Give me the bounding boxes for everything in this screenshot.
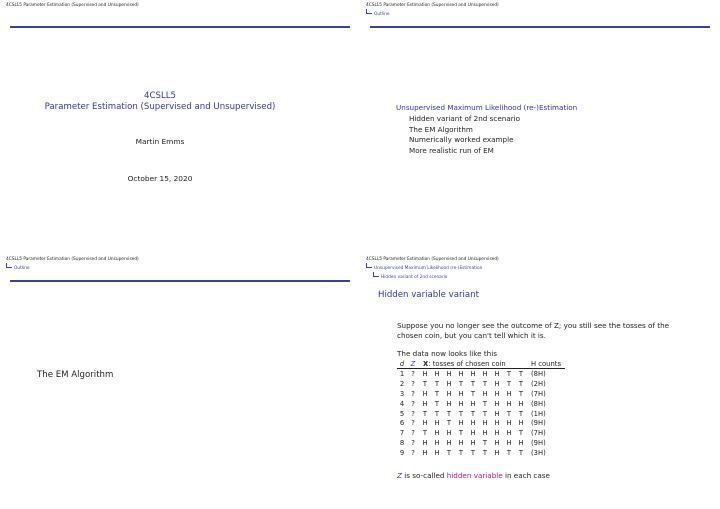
toss-cell: T bbox=[434, 389, 440, 398]
toss-cell: H bbox=[434, 419, 440, 428]
col-h-counts: H counts bbox=[531, 359, 561, 368]
toss-cell: H bbox=[434, 369, 440, 378]
col-x: X: tosses of chosen coin bbox=[423, 359, 506, 368]
header-bar bbox=[10, 280, 350, 282]
toss-cell: H bbox=[434, 429, 440, 438]
row-index: 2 bbox=[399, 379, 405, 388]
toss-cell: H bbox=[422, 449, 428, 458]
slide-section bbox=[0, 254, 360, 508]
toss-cell: T bbox=[506, 379, 512, 388]
toss-cell: H bbox=[482, 429, 488, 438]
outline-subsection[interactable]: More realistic run of EM bbox=[409, 146, 494, 156]
toss-cell: H bbox=[470, 429, 476, 438]
toss-cell: H bbox=[506, 389, 512, 398]
header-title: 4CSLL5 Parameter Estimation (Supervised and Unsupervised) bbox=[366, 3, 499, 8]
table-row bbox=[397, 418, 565, 428]
slide-header bbox=[6, 3, 139, 9]
toss-cell: T bbox=[422, 379, 428, 388]
toss-cell: H bbox=[518, 399, 524, 408]
toss-cell: T bbox=[506, 449, 512, 458]
toss-cell: H bbox=[458, 439, 464, 448]
tree-corner-icon bbox=[366, 263, 372, 268]
toss-cell: T bbox=[518, 429, 524, 438]
toss-cell: H bbox=[494, 399, 500, 408]
toss-cell: T bbox=[458, 379, 464, 388]
row-index: 4 bbox=[399, 399, 405, 408]
table-row bbox=[397, 379, 565, 389]
toss-cell: H bbox=[494, 449, 500, 458]
section-heading: The EM Algorithm bbox=[37, 370, 114, 380]
toss-cell: H bbox=[506, 399, 512, 408]
toss-cell: H bbox=[518, 419, 524, 428]
row-z: ? bbox=[411, 419, 415, 428]
toss-cell: H bbox=[470, 439, 476, 448]
toss-cell: H bbox=[506, 429, 512, 438]
table-row bbox=[397, 399, 565, 409]
row-h-count: (9H) bbox=[531, 419, 546, 428]
slide-outline bbox=[360, 0, 720, 254]
toss-cell: T bbox=[422, 429, 428, 438]
toss-cell: T bbox=[482, 439, 488, 448]
table-row bbox=[397, 409, 565, 419]
footer-note: Z is so-called hidden variable in each case bbox=[397, 471, 550, 480]
toss-cell: T bbox=[518, 449, 524, 458]
table-row bbox=[397, 428, 565, 438]
toss-cell: H bbox=[458, 399, 464, 408]
toss-cell: T bbox=[470, 409, 476, 418]
coin-toss-table bbox=[397, 359, 565, 458]
toss-cell: H bbox=[494, 379, 500, 388]
breadcrumb-section[interactable]: Unsupervised Maximum Likelihood (re-)Estimation bbox=[366, 263, 499, 272]
row-z: ? bbox=[411, 399, 415, 408]
toss-cell: H bbox=[422, 369, 428, 378]
toss-cell: T bbox=[458, 449, 464, 458]
toss-cell: T bbox=[446, 419, 452, 428]
row-index: 9 bbox=[399, 449, 405, 458]
toss-cell: H bbox=[458, 419, 464, 428]
row-z: ? bbox=[411, 429, 415, 438]
toss-cell: H bbox=[470, 399, 476, 408]
row-h-count: (8H) bbox=[531, 369, 546, 378]
toss-cell: H bbox=[446, 439, 452, 448]
toss-cell: T bbox=[482, 379, 488, 388]
toss-cell: H bbox=[506, 439, 512, 448]
toss-cell: H bbox=[518, 439, 524, 448]
table-row bbox=[397, 369, 565, 379]
toss-cell: H bbox=[422, 419, 428, 428]
toss-cell: T bbox=[506, 409, 512, 418]
toss-cell: T bbox=[434, 399, 440, 408]
toss-cell: H bbox=[470, 369, 476, 378]
table-row bbox=[397, 448, 565, 458]
tree-corner-icon bbox=[366, 9, 372, 14]
toss-cell: H bbox=[434, 439, 440, 448]
row-index: 6 bbox=[399, 419, 405, 428]
slide-header bbox=[366, 3, 499, 18]
toss-cell: H bbox=[506, 419, 512, 428]
toss-cell: T bbox=[506, 369, 512, 378]
tree-corner-icon bbox=[6, 263, 12, 268]
table-row bbox=[397, 389, 565, 399]
row-h-count: (2H) bbox=[531, 379, 546, 388]
table-header bbox=[397, 359, 565, 369]
row-z: ? bbox=[411, 379, 415, 388]
toss-cell: H bbox=[482, 369, 488, 378]
toss-cell: T bbox=[458, 429, 464, 438]
toss-cell: H bbox=[422, 439, 428, 448]
toss-cell: H bbox=[458, 369, 464, 378]
toss-cell: H bbox=[494, 389, 500, 398]
breadcrumb-subsection[interactable]: Hidden variant of 2nd scenario bbox=[366, 272, 499, 281]
slide-title bbox=[0, 0, 360, 254]
row-index: 1 bbox=[399, 369, 405, 378]
header-bar bbox=[10, 26, 350, 28]
toss-cell: H bbox=[482, 389, 488, 398]
toss-cell: H bbox=[446, 429, 452, 438]
row-h-count: (8H) bbox=[531, 399, 546, 408]
toss-cell: H bbox=[482, 419, 488, 428]
toss-cell: T bbox=[446, 449, 452, 458]
course-code: 4CSLL5 bbox=[144, 91, 176, 101]
toss-cell: H bbox=[446, 379, 452, 388]
toss-cell: T bbox=[470, 379, 476, 388]
outline-subsection[interactable]: The EM Algorithm bbox=[409, 124, 473, 134]
row-index: 3 bbox=[399, 389, 405, 398]
toss-cell: T bbox=[470, 449, 476, 458]
row-index: 8 bbox=[399, 439, 405, 448]
outline-subsection[interactable]: Numerically worked example bbox=[409, 135, 514, 145]
header-title: 4CSLL5 Parameter Estimation (Supervised and Unsupervised) bbox=[6, 3, 139, 8]
frame-title: Hidden variable variant bbox=[378, 290, 479, 300]
toss-cell: T bbox=[518, 369, 524, 378]
col-z: Z bbox=[410, 359, 416, 368]
row-z: ? bbox=[411, 409, 415, 418]
toss-cell: H bbox=[446, 369, 452, 378]
toss-cell: H bbox=[422, 399, 428, 408]
toss-cell: T bbox=[482, 409, 488, 418]
slide-hidden-variable bbox=[360, 254, 720, 508]
toss-cell: H bbox=[494, 409, 500, 418]
slide-header bbox=[366, 257, 499, 281]
toss-cell: H bbox=[446, 389, 452, 398]
toss-cell: T bbox=[482, 399, 488, 408]
outline-list bbox=[396, 103, 577, 157]
toss-cell: H bbox=[494, 439, 500, 448]
header-title: 4CSLL5 Parameter Estimation (Supervised and Unsupervised) bbox=[366, 257, 499, 262]
row-h-count: (1H) bbox=[531, 409, 546, 418]
toss-cell: H bbox=[470, 419, 476, 428]
row-z: ? bbox=[411, 449, 415, 458]
table-row bbox=[397, 438, 565, 448]
author-name: Martin Emms bbox=[135, 137, 185, 146]
toss-cell: T bbox=[518, 389, 524, 398]
tree-corner-icon bbox=[373, 272, 379, 277]
toss-cell: T bbox=[518, 379, 524, 388]
toss-cell: H bbox=[422, 389, 428, 398]
toss-cell: T bbox=[482, 449, 488, 458]
row-h-count: (7H) bbox=[531, 429, 546, 438]
row-index: 7 bbox=[399, 429, 405, 438]
row-h-count: (7H) bbox=[531, 389, 546, 398]
hidden-variable-term: hidden variable bbox=[446, 471, 503, 480]
header-title: 4CSLL5 Parameter Estimation (Supervised and Unsupervised) bbox=[6, 257, 139, 262]
toss-cell: H bbox=[494, 429, 500, 438]
row-index: 5 bbox=[399, 409, 405, 418]
row-h-count: (3H) bbox=[531, 449, 546, 458]
toss-cell: T bbox=[446, 409, 452, 418]
toss-cell: T bbox=[422, 409, 428, 418]
toss-cell: T bbox=[434, 379, 440, 388]
header-bar bbox=[370, 26, 710, 28]
breadcrumb[interactable]: Outline bbox=[366, 9, 499, 18]
col-d: d bbox=[399, 359, 405, 368]
toss-cell: H bbox=[446, 399, 452, 408]
toss-cell: H bbox=[494, 369, 500, 378]
data-intro: The data now looks like this bbox=[397, 349, 497, 358]
row-z: ? bbox=[411, 389, 415, 398]
breadcrumb[interactable]: Outline bbox=[6, 263, 139, 272]
slide-header bbox=[6, 257, 139, 272]
toss-cell: T bbox=[434, 409, 440, 418]
toss-cell: T bbox=[470, 389, 476, 398]
intro-paragraph: Suppose you no longer see the outcome of Z; you still see the tosses of the chosen coin, but you can't tell which it is. bbox=[397, 321, 670, 340]
row-z: ? bbox=[411, 369, 415, 378]
row-z: ? bbox=[411, 439, 415, 448]
toss-cell: H bbox=[458, 389, 464, 398]
outline-subsection[interactable]: Hidden variant of 2nd scenario bbox=[409, 113, 521, 123]
toss-cell: T bbox=[518, 409, 524, 418]
toss-cell: H bbox=[494, 419, 500, 428]
presentation-date: October 15, 2020 bbox=[127, 174, 193, 183]
row-h-count: (9H) bbox=[531, 439, 546, 448]
toss-cell: T bbox=[458, 409, 464, 418]
toss-cell: H bbox=[434, 449, 440, 458]
presentation-title: Parameter Estimation (Supervised and Unsupervised) bbox=[44, 102, 276, 112]
outline-section[interactable]: Unsupervised Maximum Likelihood (re-)Estimation bbox=[396, 103, 578, 112]
